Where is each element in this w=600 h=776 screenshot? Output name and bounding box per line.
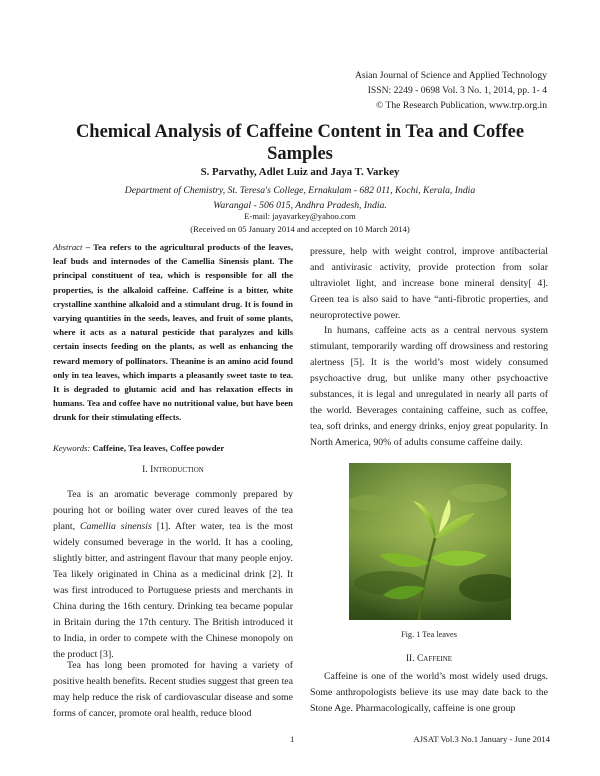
journal-issn: ISSN: 2249 - 0698 Vol. 3 No. 1, 2014, pp. 1- 4 <box>367 85 547 96</box>
tea-leaves-figure <box>349 463 511 620</box>
caffeine-p1-text: Caffeine is one of the world’s most widely used drugs. Some anthropologists believe its use may date back to the Stone Age. Pharmacologically, caffeine is one group <box>310 671 548 714</box>
author-email: E-mail: jayavarkey@yahoo.com <box>244 211 356 221</box>
caffeine-paragraph-1 <box>310 669 548 717</box>
figure-caption: Fig. 1 Tea leaves <box>401 630 457 639</box>
section-heading-caffeine: II. Caffeine <box>405 654 453 664</box>
footer-journal: AJSAT Vol.3 No.1 January - June 2014 <box>413 734 550 744</box>
author-affiliation <box>60 183 540 213</box>
right-p1-text: pressure, help with weight control, improve antibacterial and antivirasic activity, provide protection from solar ultraviolet light, and increase bone mineral density[ 4]. Green tea is also said to have “anti-fibrotic properties, and neuroprotective power. <box>310 246 548 321</box>
tea-leaves-image <box>349 463 511 620</box>
keywords-label: Keywords: <box>53 443 91 453</box>
keywords-text: Caffeine, Tea leaves, Coffee powder <box>90 443 225 453</box>
right-paragraph-2 <box>310 323 548 451</box>
paper-authors: S. Parvathy, Adlet Luiz and Jaya T. Varkey <box>200 166 400 178</box>
intro-p1-text-b: [1]. After water, tea is the most widely consumed beverage in the world. It has a cooling, slightly bitter, and astringent flavour that many people enjoy. Tea likely originated in China as a medicinal drink [2]. It was first introduced to Portuguese priests and merchants in China during the 16th century. Drinking tea became popular in Britain during the 17th century. The British introduced it to India, in order to compete with the Chinese monopoly on the product [3]. <box>53 521 293 660</box>
affiliation-line-1: Department of Chemistry, St. Teresa's College, Ernakulam - 682 011, Kochi, Kerala, India <box>124 185 476 196</box>
intro-paragraph-2 <box>53 658 293 722</box>
abstract-text: – Tea refers to the agricultural products of the leaves, leaf buds and internodes of the Camellia Sinensis plant. The principal constituent of tea, which is responsible for all the properties, is the alkaloid caffeine. Caffeine is a bitter, white crystalline xanthine alkaloid and a stimulant drug. It is found in varying quantities in the seeds, leaves, and fruit of some plants, where it acts as a natural pesticide that paralyzes and kills certain insects feeding on the plants, as well as enhancing the reward memory of pollinators. Theanine is an amino acid found only in tea leaves, which imparts a pleasantly sweet taste to tea. It is degraded to glutamic acid and has relaxation effects in humans. Tea and coffee have no nutritional value, but have been drunk for their stimulating effects. <box>53 242 293 423</box>
intro-p2-text: Tea has long been promoted for having a variety of positive health benefits. Recent studies suggest that green tea may help reduce the risk of cardiovascular disease and some forms of cancer, promote oral health, reduce blood <box>53 660 293 719</box>
right-paragraph-1 <box>310 244 548 324</box>
journal-header <box>355 68 547 113</box>
keywords <box>53 443 293 453</box>
intro-p1-text-a: Tea is an aromatic beverage commonly prepared by pouring hot or boiling water over cured leaves of the tea plant, <box>53 489 293 532</box>
journal-name: Asian Journal of Science and Applied Technology <box>354 70 547 81</box>
paper-title: Chemical Analysis of Caffeine Content in Tea and Coffee Samples <box>75 122 525 164</box>
intro-paragraph-1 <box>53 487 293 663</box>
received-dates: (Received on 05 January 2014 and accepted on 10 March 2014) <box>190 224 410 234</box>
section-heading-introduction: I. Introduction <box>142 465 204 475</box>
affiliation-line-2: Warangal - 506 015, Andhra Pradesh, India. <box>213 200 387 211</box>
species-name: Camellia sinensis <box>79 521 152 532</box>
page-number: 1 <box>290 734 295 744</box>
abstract-label: Abstract <box>53 242 83 252</box>
journal-publisher: © The Research Publication, www.trp.org.in <box>376 100 547 111</box>
right-p2-text: In humans, caffeine acts as a central nervous system stimulant, temporarily warding off drowsiness and restoring alertness [5]. It is the world’s most widely consumed psychoactive drug, but unlike many other psychoactive substances, it is legal and unregulated in nearly all parts of the world. Beverages containing caffeine, such as coffee, tea, soft drinks, and energy drinks, enjoy great popularity. In North America, 90% of adults consume caffeine daily. <box>310 325 548 448</box>
abstract <box>53 240 293 425</box>
